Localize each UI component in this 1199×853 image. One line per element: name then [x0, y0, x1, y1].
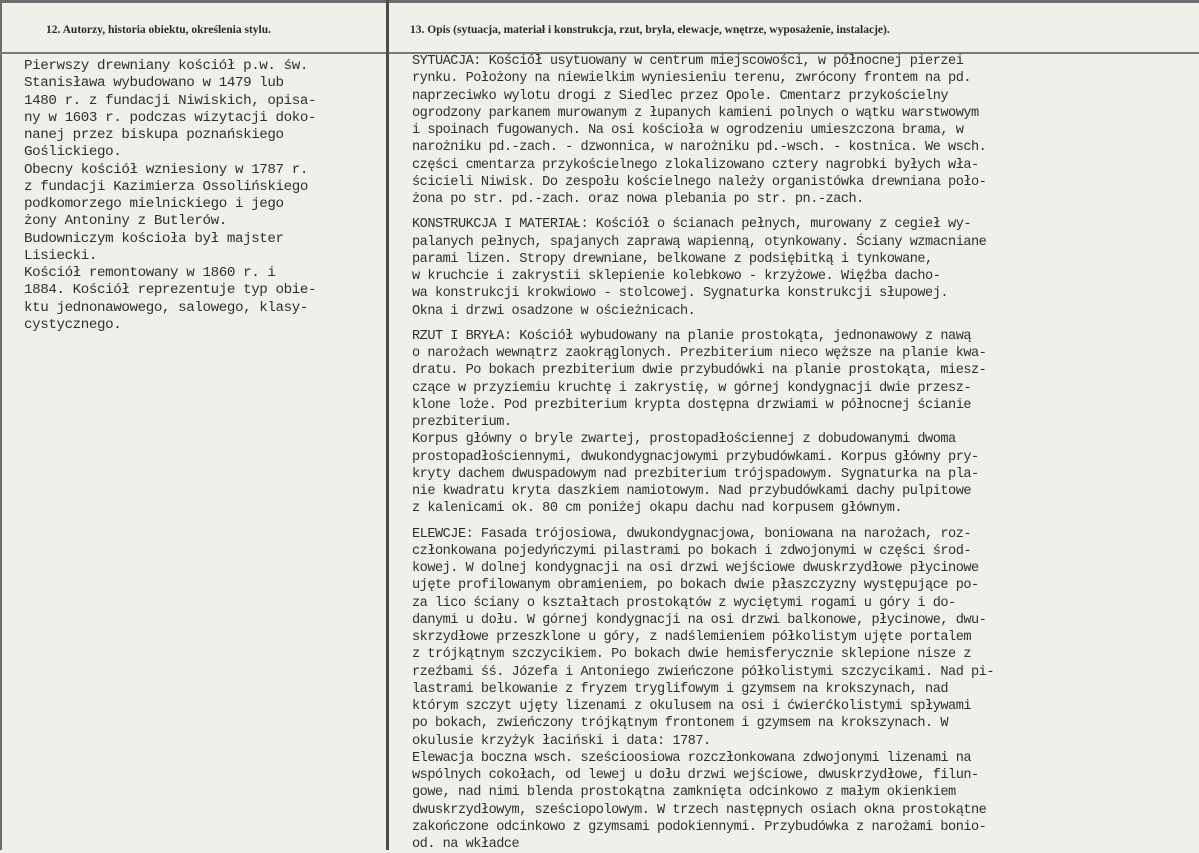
elewacje-line: kowej. W dolnej kondygnacji na osi drzwi wejściowe dwuskrzydłowe płycinowe	[412, 560, 1197, 577]
rzut-line: czące w przyziemiu kruchtę i zakrystię, w górnej kondygnacji dwie przesz-	[412, 380, 1197, 397]
history-line: cystycznego.	[24, 317, 384, 334]
rzut-line: klone loże. Pod prezbiterium krypta dostępna drzwiami w północnej ścianie	[412, 397, 1197, 414]
sytuacja-line: żona po str. pd.-zach. oraz nowa plebania po str. pn.-zach.	[412, 191, 1197, 208]
elewacje-line: danymi u dołu. W górnej kondygnacji na osi drzwi balkonowe, płycinowe, dwu-	[412, 612, 1197, 629]
sytuacja-line: i spoinach fugowanych. Na osi kościoła w ogrodzeniu umieszczona brama, w	[412, 122, 1197, 139]
elewacje-line: gowe, nad nimi blenda prostokątna zamknięta odcinkowo z małym okienkiem	[412, 784, 1197, 801]
rzut-line: prezbiterium.	[412, 414, 1197, 431]
history-line: Goślickiego.	[24, 144, 384, 161]
konstrukcja-line: KONSTRUKCJA I MATERIAŁ: Kościół o ścianach pełnych, murowany z cegieł wy-	[412, 216, 1197, 233]
rzut-line: o narożach wewnątrz zaokrąglonych. Prezbiterium nieco węższe na planie kwa-	[412, 345, 1197, 362]
elewacje-line: którym szczyt ujęty lizenami z okulusem na osi i ćwierćkolistymi spływami	[412, 698, 1197, 715]
sytuacja-line: ścicieli Niwisk. Do zespołu kościelnego należy organistówka drewniana poło-	[412, 174, 1197, 191]
elewacje-line: skrzydłowe przeszklone u góry, z nadślemieniem półkolistym ujęte portalem	[412, 629, 1197, 646]
elewacje-line: po bokach, zwieńczony trójkątnym frontonem i gzymsem na krokszynach. W	[412, 715, 1197, 732]
elewacje-line: za lico ściany o kształtach prostokątów z wyciętymi rogami u góry i do-	[412, 595, 1197, 612]
rzut-line: kryty dachem dwuspadowym nad prezbiterium trójspadowym. Sygnaturka na pla-	[412, 466, 1197, 483]
sytuacja-line: SYTUACJA: Kościół usytuowany w centrum miejscowości, w północnej pierzei	[412, 53, 1197, 70]
rzut-line: prostopadłościennymi, dwukondygnacjowymi przybudówkami. Korpus główny pry-	[412, 449, 1197, 466]
history-line: nanej przez biskupa poznańskiego	[24, 127, 384, 144]
konstrukcja-paragraph	[412, 216, 1197, 320]
history-line: z fundacji Kazimierza Ossolińskiego	[24, 179, 384, 196]
elewacje-line: rzeźbami śś. Józefa i Antoniego zwieńczone półkolistymi szczycikami. Nad pi-	[412, 664, 1197, 681]
top-border	[0, 0, 1199, 3]
history-line: ny w 1603 r. podczas wizytacji doko-	[24, 110, 384, 127]
rzut-line: z kalenicami ok. 80 cm poniżej okapu dachu nad korpusem głównym.	[412, 500, 1197, 517]
rzut-line: nie kwadratu kryta daszkiem namiotowym. Nad przybudówkami dachy pulpitowe	[412, 483, 1197, 500]
history-line: 1480 r. z fundacji Niwiskich, opisa-	[24, 93, 384, 110]
left-border	[0, 0, 2, 850]
section-12-header: 12. Autorzy, historia obiektu, określenia stylu.	[46, 24, 271, 36]
konstrukcja-line: wa konstrukcji krokwiowo - stolcowej. Sygnaturka konstrukcji słupowej.	[412, 285, 1197, 302]
rzut-line: RZUT I BRYŁA: Kościół wybudowany na planie prostokąta, jednonawowy z nawą	[412, 328, 1197, 345]
konstrukcja-line: w kruchcie i zakrystii sklepienie kolebkowo - krzyżowe. Więźba dacho-	[412, 268, 1197, 285]
history-line: Lisiecki.	[24, 248, 384, 265]
elewacje-line: członkowana pojedyńczymi pilastrami po bokach i zdwojonymi w części środ-	[412, 543, 1197, 560]
elewacje-line: z trójkątnym szczycikiem. Po bokach dwie hemisferycznie sklepione nisze z	[412, 646, 1197, 663]
konstrukcja-line: Okna i drzwi osadzone w ościeżnicach.	[412, 303, 1197, 320]
elewacje-line: zakończone odcinkowo z gzymsami podokiennymi. Przybudówka z narożami bonio-	[412, 819, 1197, 836]
elewacje-line: wspólnych cokołach, od lewej u dołu drzwi wejściowe, dwuskrzydłowe, filun-	[412, 767, 1197, 784]
section-13-header: 13. Opis (sytuacja, materiał i konstrukcja, rzut, bryła, elewacje, wnętrze, wyposażenie, instalacje).	[410, 24, 890, 36]
history-line: Stanisława wybudowano w 1479 lub	[24, 75, 384, 92]
history-line: Budowniczym kościoła był majster	[24, 231, 384, 248]
elewacje-line: ELEWCJE: Fasada trójosiowa, dwukondygnacjowa, boniowana na narożach, roz-	[412, 526, 1197, 543]
rzut-line: dratu. Po bokach prezbiterium dwie przybudówki na planie prostokąta, miesz-	[412, 362, 1197, 379]
description-column	[412, 53, 1197, 853]
konstrukcja-line: parami lizen. Stropy drewniane, belkowane z podsiębitką i tynkowane,	[412, 251, 1197, 268]
elewacje-line: ujęte profilowanym obramieniem, po bokach dwie płaszczyzny występujące po-	[412, 577, 1197, 594]
history-line: Pierwszy drewniany kościół p.w. św.	[24, 58, 384, 75]
elewacje-line: dwuskrzydłowym, sześciopolowym. W trzech następnych osiach okna prostokątne	[412, 802, 1197, 819]
elewacje-line: od. na wkładce	[412, 836, 1197, 853]
sytuacja-line: rynku. Położony na niewielkim wyniesieniu terenu, zwrócony frontem na pd.	[412, 70, 1197, 87]
history-line: Obecny kościół wzniesiony w 1787 r.	[24, 162, 384, 179]
konstrukcja-line: palanych pełnych, spajanych zaprawą wapienną, otynkowany. Ściany wzmacniane	[412, 234, 1197, 251]
rzut-bryla-paragraph	[412, 328, 1197, 518]
sytuacja-line: ogrodzony parkanem murowanym z łupanych kamieni polnych o wątku warstwowym	[412, 105, 1197, 122]
column-divider	[386, 0, 389, 850]
sytuacja-paragraph	[412, 53, 1197, 208]
history-column	[24, 58, 384, 334]
history-line: Kościół remontowany w 1860 r. i	[24, 265, 384, 282]
elewacje-line: okulusie krzyżyk łaciński i data: 1787.	[412, 733, 1197, 750]
elewacje-line: Elewacja boczna wsch. sześcioosiowa rozczłonkowana zdwojonymi lizenami na	[412, 750, 1197, 767]
history-line: 1884. Kościół reprezentuje typ obie-	[24, 282, 384, 299]
history-line: żony Antoniny z Butlerów.	[24, 213, 384, 230]
elewacje-line: lastrami belkowanie z fryzem tryglifowym i gzymsem na krokszynach, nad	[412, 681, 1197, 698]
history-line: podkomorzego mielnickiego i jego	[24, 196, 384, 213]
rzut-line: Korpus główny o bryle zwartej, prostopadłościennej z dobudowanymi dwoma	[412, 431, 1197, 448]
sytuacja-line: naprzeciwko wylotu drogi z Siedlec przez Opole. Cmentarz przykościelny	[412, 88, 1197, 105]
header-rule-left	[0, 52, 386, 54]
history-line: ktu jednonawowego, salowego, klasy-	[24, 300, 384, 317]
sytuacja-line: części cmentarza przykościelnego zlokalizowano cztery nagrobki byłych wła-	[412, 157, 1197, 174]
elewacje-paragraph	[412, 526, 1197, 853]
sytuacja-line: narożniku pd.-zach. - dzwonnica, w narożniku pd.-wsch. - kostnica. We wsch.	[412, 139, 1197, 156]
